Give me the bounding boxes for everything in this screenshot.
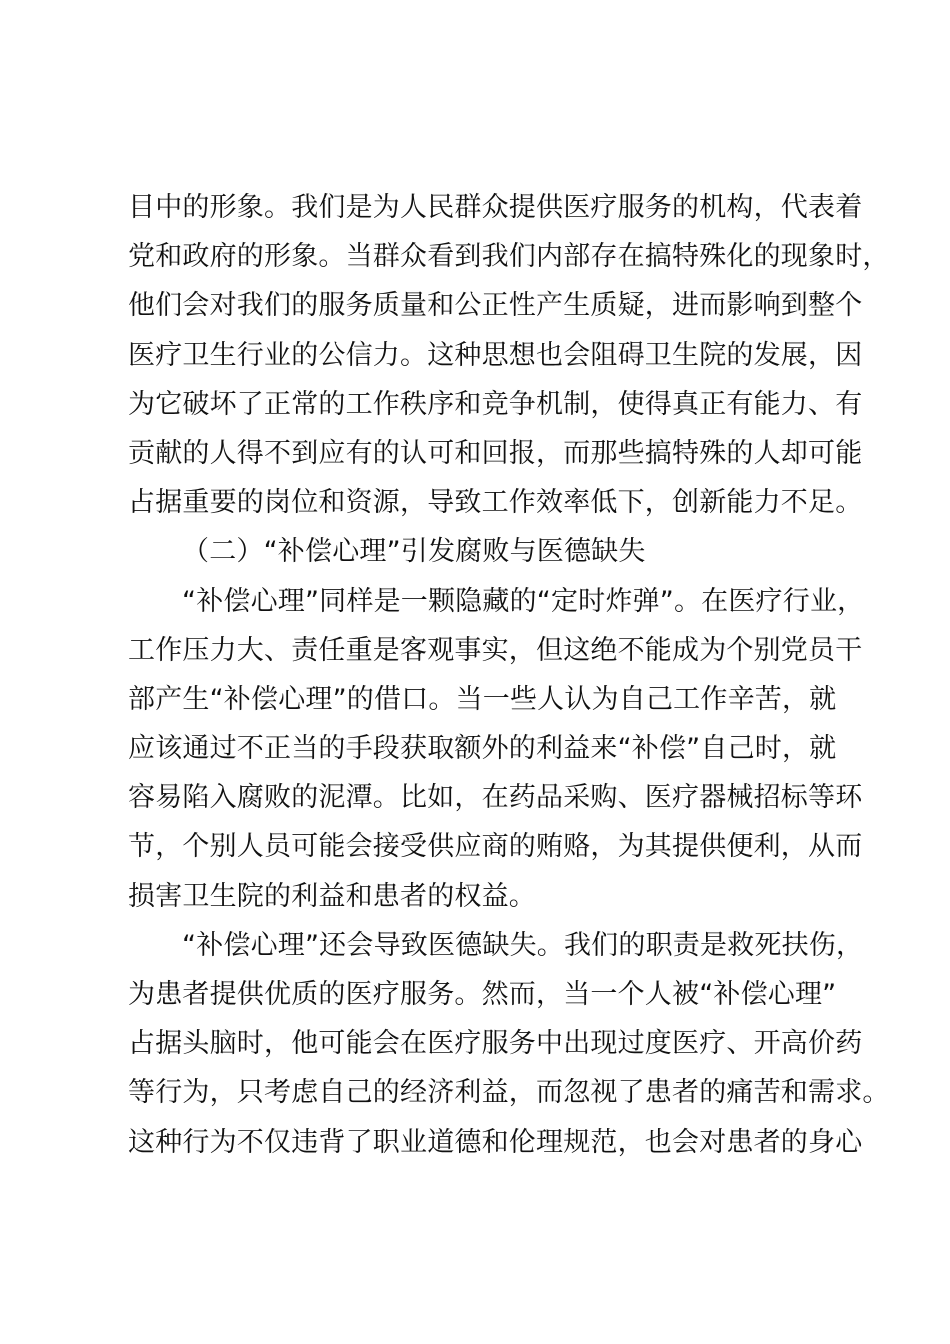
text-line: 占据头脑时，他可能会在医疗服务中出现过度医疗、开高价药 [128, 1028, 863, 1060]
text-line: 为它破坏了正常的工作秩序和竞争机制，使得真正有能力、有 [128, 388, 863, 420]
text-line: 损害卫生院的利益和患者的权益。 [128, 880, 536, 912]
paragraph-first-line: “补偿心理”还会导致医德缺失。我们的职责是救死扶伤， [182, 929, 864, 961]
text-line: 党和政府的形象。当群众看到我们内部存在搞特殊化的现象时， [128, 241, 890, 273]
text-line: 占据重要的岗位和资源，导致工作效率低下，创新能力不足。 [128, 487, 863, 519]
paragraph-first-line: “补偿心理”同样是一颗隐藏的“定时炸弹”。在医疗行业， [182, 585, 865, 617]
text-line: 这种行为不仅违背了职业道德和伦理规范，也会对患者的身心 [128, 1126, 863, 1158]
body-text [128, 183, 890, 1167]
text-line: 容易陷入腐败的泥潭。比如，在药品采购、医疗器械招标等环 [128, 782, 863, 814]
text-line: 等行为，只考虑自己的经济利益，而忽视了患者的痛苦和需求。 [128, 1077, 890, 1109]
text-line: 应该通过不正当的手段获取额外的利益来“补偿”自己时，就 [128, 733, 837, 765]
text-line: 医疗卫生行业的公信力。这种思想也会阻碍卫生院的发展，因 [128, 339, 863, 371]
text-line: 工作压力大、责任重是客观事实，但这绝不能成为个别党员干 [128, 634, 863, 666]
section-heading: （二）“补偿心理”引发腐败与医德缺失 [182, 536, 646, 568]
text-line: 目中的形象。我们是为人民群众提供医疗服务的机构，代表着 [128, 192, 863, 223]
text-line: 他们会对我们的服务质量和公正性产生质疑，进而影响到整个 [128, 290, 863, 322]
text-line: 为患者提供优质的医疗服务。然而，当一个人被“补偿心理” [128, 979, 837, 1010]
text-line: 部产生“补偿心理”的借口。当一些人认为自己工作辛苦，就 [128, 683, 837, 715]
text-line: 节，个别人员可能会接受供应商的贿赂，为其提供便利，从而 [128, 831, 863, 863]
text-line: 贡献的人得不到应有的认可和回报，而那些搞特殊的人却可能 [128, 437, 863, 469]
